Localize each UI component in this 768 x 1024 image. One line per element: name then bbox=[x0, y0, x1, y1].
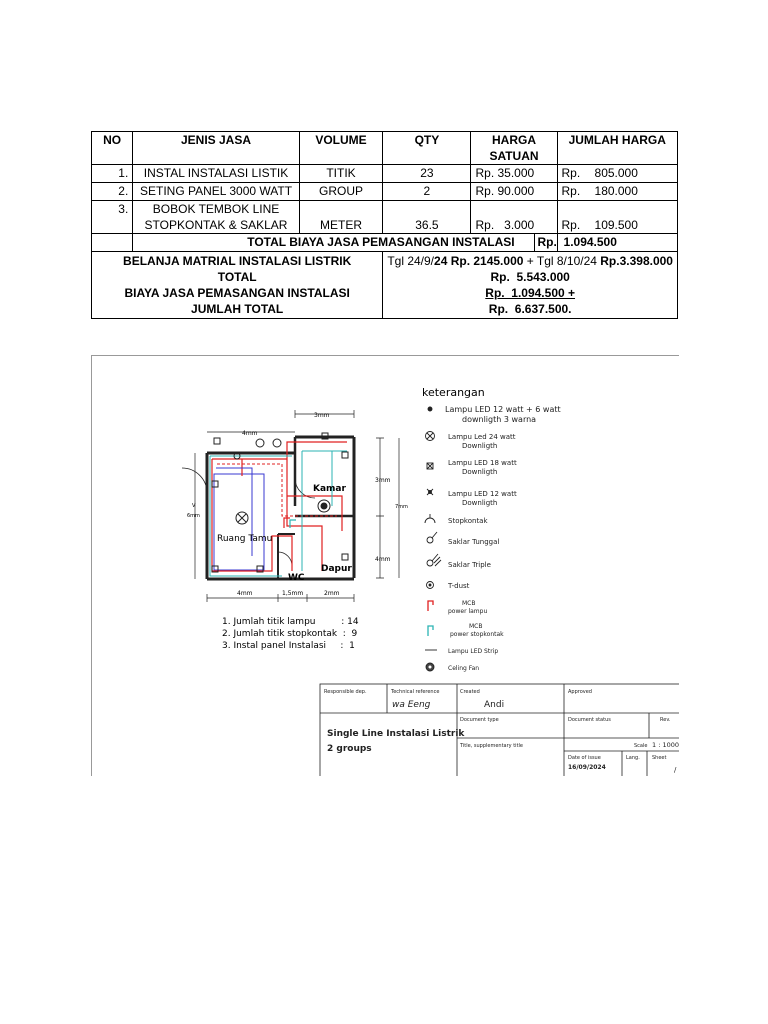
legend-mcb-lampu-icon bbox=[428, 601, 433, 611]
total-jasa-value: Rp. 1.094.500 bbox=[537, 234, 657, 252]
responsible-label: Responsible dep. bbox=[324, 689, 367, 695]
legend-label-1b: downligth 3 warna bbox=[462, 415, 537, 424]
sheet-label: Sheet bbox=[652, 755, 667, 761]
legend-label-2a: Lampu Led 24 watt bbox=[448, 433, 516, 441]
lamp-18w-1-icon bbox=[342, 452, 348, 458]
row-jumlah-rp: Rp. bbox=[561, 218, 581, 232]
summary-date1: Tgl 24/9/ bbox=[387, 254, 435, 268]
dim-right-total-label: 7mm bbox=[395, 504, 408, 510]
scale-value: 1 : 1000 bbox=[652, 741, 679, 749]
total-jasa-label-cell bbox=[133, 234, 557, 252]
title-block-text bbox=[324, 689, 679, 774]
row-volume: GROUP bbox=[299, 183, 383, 201]
note-3: 3. Instal panel Instalasi : 1 bbox=[222, 641, 355, 651]
date-label: Date of issue bbox=[568, 755, 601, 761]
room-ruang-tamu-label: Ruang Tamu bbox=[217, 534, 273, 544]
header-volume: VOLUME bbox=[299, 132, 383, 165]
row-harga: Rp. 90.000 bbox=[471, 183, 557, 201]
legend-saklar-tunggal-icon bbox=[427, 532, 437, 543]
legend-label-1a: Lampu LED 12 watt + 6 watt bbox=[445, 405, 561, 414]
drawing-title-line2: 2 groups bbox=[327, 744, 372, 754]
electrical-drawing bbox=[91, 355, 679, 776]
dim-right-top-label: 3mm bbox=[375, 477, 391, 484]
legend-ceiling-fan-icon bbox=[426, 663, 434, 671]
row-harga: Rp. 35.000 bbox=[471, 165, 557, 183]
legend-label-10b: power stopkontak bbox=[450, 631, 504, 638]
legend-t-dust-icon bbox=[427, 582, 434, 589]
legend-label-9a: MCB bbox=[462, 600, 476, 607]
row-jumlah bbox=[557, 201, 677, 234]
summary-total-value: Rp. 5.543.000 bbox=[490, 270, 570, 284]
table-row bbox=[92, 183, 678, 201]
approved-label: Approved bbox=[568, 689, 592, 695]
row-jenis bbox=[133, 201, 299, 234]
row-jenis: INSTAL INSTALASI LISTIK bbox=[133, 165, 299, 183]
summary-right bbox=[383, 252, 678, 319]
total-jasa-blank bbox=[92, 234, 133, 252]
row-jumlah-rp: Rp. bbox=[561, 166, 581, 180]
note-1: 1. Jumlah titik lampu : 14 bbox=[222, 617, 359, 627]
row-jumlah bbox=[557, 165, 677, 183]
table-row bbox=[92, 165, 678, 183]
doc-type-label: Document type bbox=[460, 717, 499, 723]
dim-bottom3-label: 2mm bbox=[324, 590, 340, 597]
date-value: 16/09/2024 bbox=[568, 764, 606, 771]
row-no: 2. bbox=[92, 183, 133, 201]
header-qty: QTY bbox=[383, 132, 471, 165]
table-row bbox=[92, 201, 678, 234]
row-jumlah-rp: Rp. bbox=[561, 184, 581, 198]
door-front bbox=[182, 468, 207, 493]
dim-left-v-label: V bbox=[192, 503, 196, 509]
summary-material-value bbox=[387, 253, 673, 269]
summary-row bbox=[92, 252, 678, 319]
legend-label-8: T-dust bbox=[448, 582, 470, 590]
summary-left bbox=[92, 252, 383, 319]
legend-mcb-stopkontak-icon bbox=[428, 626, 433, 636]
legend-title: keterangan bbox=[422, 386, 485, 399]
supp-title-label: Title, supplementary title bbox=[460, 743, 524, 749]
lamp-18w-7-icon bbox=[214, 438, 220, 444]
legend-label-3a: Lampu LED 18 watt bbox=[448, 459, 517, 467]
cost-table bbox=[91, 131, 678, 319]
legend-label-7: Saklar Triple bbox=[448, 561, 491, 569]
mcb-stopkontak-plan-icon bbox=[290, 520, 296, 528]
legend-label-10a: MCB bbox=[469, 623, 483, 630]
row-jumlah-value: 180.000 bbox=[594, 184, 638, 198]
legend-lamp-led-12-6w-icon bbox=[428, 407, 432, 411]
row-qty: 23 bbox=[383, 165, 471, 183]
row-no: 1. bbox=[92, 165, 133, 183]
drawing-canvas bbox=[92, 356, 679, 776]
ceiling-fan-kamar-icon bbox=[321, 503, 327, 509]
summary-total-label: TOTAL bbox=[217, 270, 257, 284]
drawing-title-line1: Single Line Instalasi Listrik bbox=[327, 729, 465, 739]
legend-stopkontak-icon bbox=[425, 514, 435, 523]
legend-label-9b: power lampu bbox=[448, 608, 488, 615]
row-no: 3. bbox=[92, 201, 133, 234]
legend-label-12: Celing Fan bbox=[448, 665, 480, 672]
summary-jasa-label: BIAYA JASA PEMASANGAN INSTALASI bbox=[124, 286, 350, 300]
legend-lamp-led-12w-icon bbox=[427, 489, 433, 495]
technical-label: Technical reference bbox=[391, 689, 440, 695]
summary-amount1: 24 Rp. 2145.000 bbox=[434, 254, 524, 268]
row-qty: 36.5 bbox=[383, 201, 471, 234]
summary-grand-label: JUMLAH TOTAL bbox=[191, 302, 284, 316]
header-no: NO bbox=[92, 132, 133, 165]
row-volume: METER bbox=[299, 201, 383, 234]
legend-label-4a: Lampu LED 12 watt bbox=[448, 490, 517, 498]
legend-label-4b: Downligth bbox=[462, 499, 498, 507]
door-wc bbox=[278, 552, 292, 566]
room-ruang-tamu-outline bbox=[214, 474, 264, 570]
doc-status-label: Document status bbox=[568, 717, 611, 723]
dim-left-label: 6mm bbox=[187, 513, 200, 519]
legend-label-2b: Downligth bbox=[462, 442, 498, 450]
lamp-ruang-tamu-cross bbox=[238, 514, 246, 522]
summary-material-label: BELANJA MATRIAL INSTALASI LISTRIK bbox=[123, 254, 352, 268]
technical-value: wa Eeng bbox=[392, 700, 431, 710]
created-label: Created bbox=[460, 689, 480, 695]
row-jenis-line2: STOPKONTAK & SAKLAR bbox=[144, 218, 288, 232]
floor-plan bbox=[182, 433, 354, 579]
summary-date2: + Tgl 8/10/24 bbox=[523, 254, 601, 268]
header-harga-satuan bbox=[471, 132, 557, 165]
legend bbox=[425, 407, 441, 671]
dim-right-bottom-label: 4mm bbox=[375, 556, 391, 563]
row-qty: 2 bbox=[383, 183, 471, 201]
dim-top-label: 3mm bbox=[314, 412, 330, 419]
summary-jasa-value: Rp. 1.094.500 + bbox=[485, 286, 576, 300]
total-jasa-divider bbox=[534, 234, 535, 251]
table-header-row bbox=[92, 132, 678, 165]
header-jumlah-harga: JUMLAH HARGA bbox=[557, 132, 677, 165]
row-volume: TITIK bbox=[299, 165, 383, 183]
total-jasa-label: TOTAL BIAYA JASA PEMASANGAN INSTALASI bbox=[247, 235, 515, 249]
dim-top-left-label: 4mm bbox=[242, 430, 258, 437]
scale-label: Scale bbox=[634, 743, 648, 749]
legend-lamp-led-18w-icon bbox=[427, 463, 433, 469]
room-dapur-label: Dapur bbox=[321, 564, 352, 574]
room-wc-label: WC bbox=[288, 573, 305, 583]
legend-lamp-led-24w-icon bbox=[426, 432, 435, 441]
door-kamar bbox=[295, 478, 315, 498]
header-harga-line2: SATUAN bbox=[489, 149, 539, 163]
lamp-18w-2-icon bbox=[342, 554, 348, 560]
legend-label-11: Lampu LED Strip bbox=[448, 648, 499, 655]
summary-amount2: Rp.3.398.000 bbox=[600, 254, 673, 268]
lang-label: Lang. bbox=[626, 755, 640, 761]
legend-label-5: Stopkontak bbox=[448, 517, 488, 525]
row-jenis: SETING PANEL 3000 WATT bbox=[133, 183, 299, 201]
rev-label: Rev. bbox=[660, 717, 671, 723]
note-2: 2. Jumlah titik stopkontak : 9 bbox=[222, 629, 358, 639]
header-harga-line1: HARGA bbox=[492, 133, 536, 147]
created-value: Andi bbox=[484, 700, 505, 710]
legend-saklar-triple-icon bbox=[427, 554, 441, 566]
lamp-top-2-icon bbox=[256, 439, 264, 447]
sheet-value: / bbox=[674, 766, 677, 774]
row-jumlah bbox=[557, 183, 677, 201]
dim-bottom2-label: 1,5mm bbox=[282, 590, 304, 597]
legend-label-3b: Downligth bbox=[462, 468, 498, 476]
total-jasa-row bbox=[92, 234, 678, 252]
row-jumlah-value: 805.000 bbox=[594, 166, 638, 180]
dim-bottom1-label: 4mm bbox=[237, 590, 253, 597]
lamp-18w-3-icon bbox=[212, 481, 218, 487]
summary-grand-value: Rp. 6.637.500. bbox=[488, 302, 572, 316]
row-jumlah-value: 109.500 bbox=[594, 218, 638, 232]
legend-label-6: Saklar Tunggal bbox=[448, 538, 500, 546]
header-jenis-jasa: JENIS JASA bbox=[133, 132, 299, 165]
row-harga: Rp. 3.000 bbox=[471, 201, 557, 234]
room-kamar-label: Kamar bbox=[313, 484, 346, 494]
legend-labels bbox=[445, 405, 561, 672]
row-jenis-line1: BOBOK TEMBOK LINE bbox=[152, 202, 280, 216]
lamp-top-3-icon bbox=[273, 439, 281, 447]
